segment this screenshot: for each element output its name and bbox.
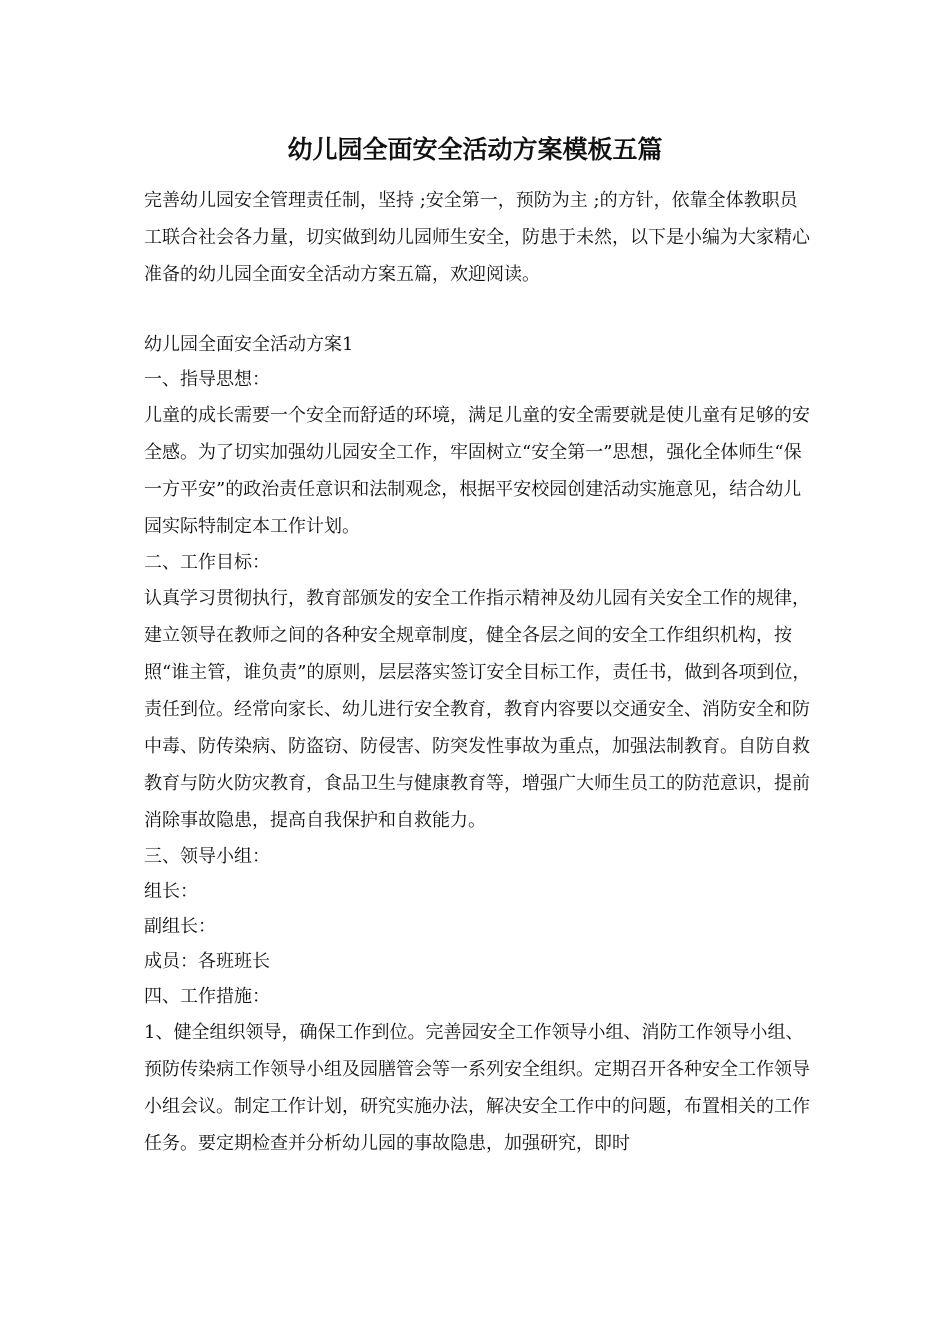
section-paragraph-work-goals: 认真学习贯彻执行，教育部颁发的安全工作指示精神及幼儿园有关安全工作的规律，建立领导在教师之间的各种安全规章制度，健全各层之间的安全工作组织机构，按照“谁主管，谁负责”的原则，层层落实签订安全目标工作，责任书，做到各项到位，责任到位。经常向家长、幼儿进行安全教育，教育内容要以交通安全、消防安全和防中毒、防传染病、防盗窃、防侵害、防突发性事故为重点，加强法制教育。自防自救教育与防火防灾教育，食品卫生与健康教育等，增强广大师生员工的防范意识，提前消除事故隐患，提高自我保护和自救能力。 <box>144 588 811 831</box>
intro-paragraph: 完善幼儿园安全管理责任制，坚持 ;安全第一，预防为主 ;的方针，依靠全体教职员工联合社会各力量，切实做到幼儿园师生安全，防患于未然，以下是小编为大家精心准备的幼儿园全面安全活动方案五篇，欢迎阅读。 <box>144 190 810 285</box>
document-title: 幼儿园全面安全活动方案模板五篇 <box>287 135 663 164</box>
plan-heading: 幼儿园全面安全活动方案1 <box>144 334 354 355</box>
document-body <box>144 327 812 1162</box>
deputy-leader-line: 副组长： <box>144 916 216 937</box>
members-line: 成员：各班班长 <box>144 951 270 972</box>
measure-paragraph-1: 1、健全组织领导，确保工作到位。完善园安全工作领导小组、消防工作领导小组、预防传染病工作领导小组及园膳管会等一系列安全组织。定期召开各种安全工作领导小组会议。制定工作计划，研究实施办法，解决安全工作中的问题，布置相关的工作任务。要定期检查并分析幼儿园的事故隐患，加强研究，即时 <box>144 1022 810 1154</box>
leader-line: 组长： <box>144 881 198 902</box>
section-heading-leadership-group: 三、领导小组： <box>144 846 270 867</box>
section-paragraph-guiding-ideology: 儿童的成长需要一个安全而舒适的环境，满足儿童的安全需要就是使儿童有足够的安全感。为了切实加强幼儿园安全工作，牢固树立“安全第一”思想，强化全体师生“保一方平安”的政治责任意识和法制观念，根据平安校园创建活动实施意见，结合幼儿园实际特制定本工作计划。 <box>144 405 810 537</box>
section-heading-guiding-ideology: 一、指导思想： <box>144 369 270 390</box>
section-heading-work-measures: 四、工作措施： <box>144 986 270 1007</box>
section-heading-work-goals: 二、工作目标： <box>144 552 270 573</box>
